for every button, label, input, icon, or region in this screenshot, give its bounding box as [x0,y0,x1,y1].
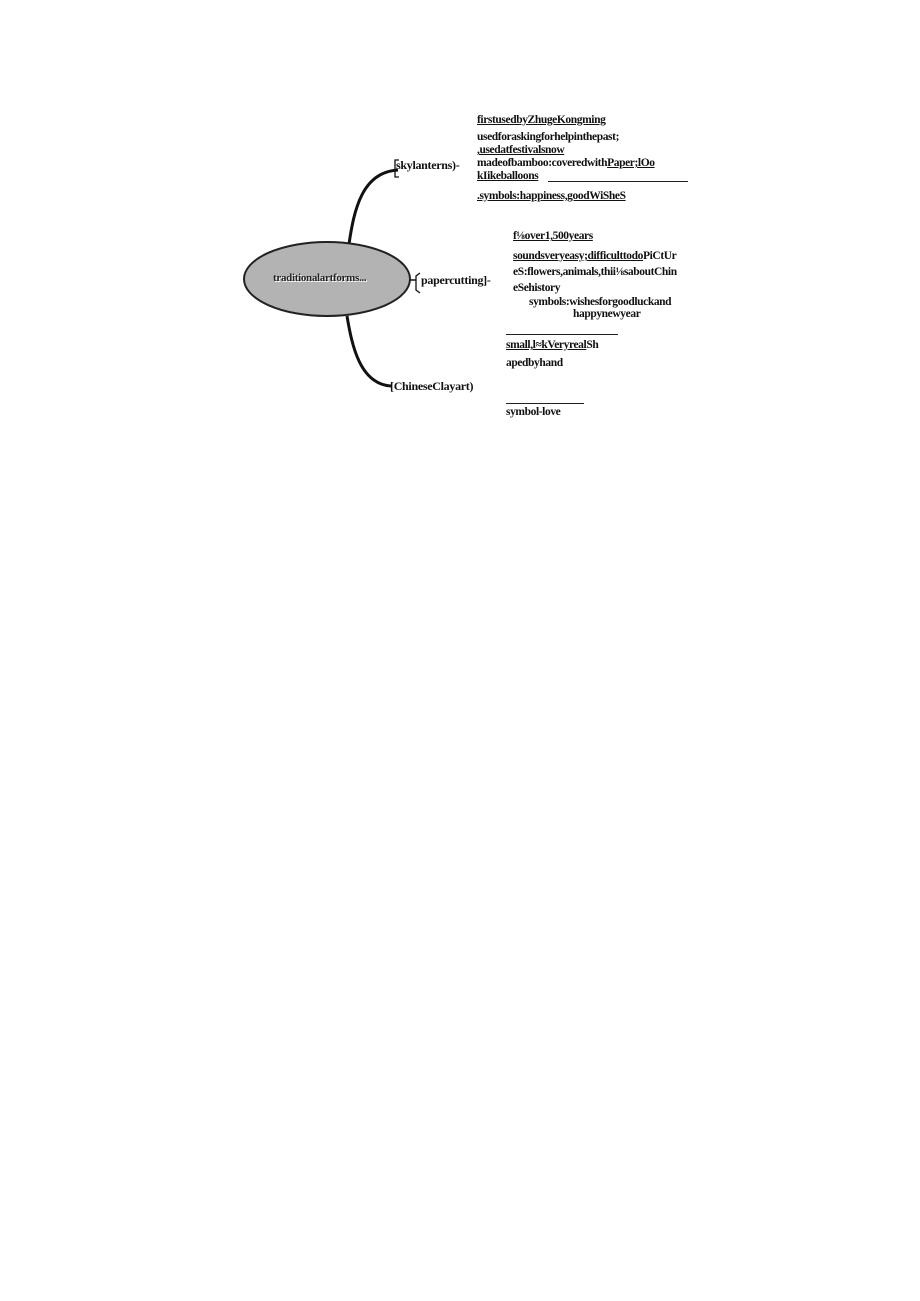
branch-chinese-clay-art: [ChineseClayart) [390,379,474,393]
clay-art-note: small,l≈kVeryrealSh [506,339,599,351]
sky-lantern-note: madeofbamboo:coveredwithPaper;lOo [477,157,655,169]
note-divider [548,181,688,182]
paper-cutting-note: f⅛over1,500years [513,230,593,242]
bracket-paper-cutting [416,273,420,293]
branch-paper-cutting: papercutting]- [421,273,491,287]
connector-sky-lanterns [349,170,398,244]
paper-cutting-note: eS:flowers,animals,thii⅛saboutChin [513,266,677,278]
note-divider [506,334,618,335]
sky-lantern-note: firstusedbyZhugeKongming [477,114,606,126]
central-topic-label: traditionalartforms... [273,272,367,284]
branch-sky-lanterns: skylanterns)- [396,158,460,172]
clay-art-note: symbol-love [506,406,561,418]
sky-lantern-note: ,usedatfestivalsnow [477,144,565,156]
note-divider [506,403,584,404]
sky-lantern-note: usedforaskingforhelpinthepast; [477,131,619,143]
paper-cutting-note: soundsveryeasy;difficulttodoPiCtUr [513,250,677,262]
paper-cutting-note: eSehistory [513,282,561,294]
connector-clay-art [347,316,391,386]
paper-cutting-note: happynewyear [573,308,641,320]
clay-art-note: apedbyhand [506,357,563,369]
sky-lantern-note: .symbols:happiness,goodWiSheS [477,190,626,202]
sky-lantern-note: kIikeballoons [477,170,539,182]
paper-cutting-note: symbols:wishesforgoodluckand [529,296,672,308]
